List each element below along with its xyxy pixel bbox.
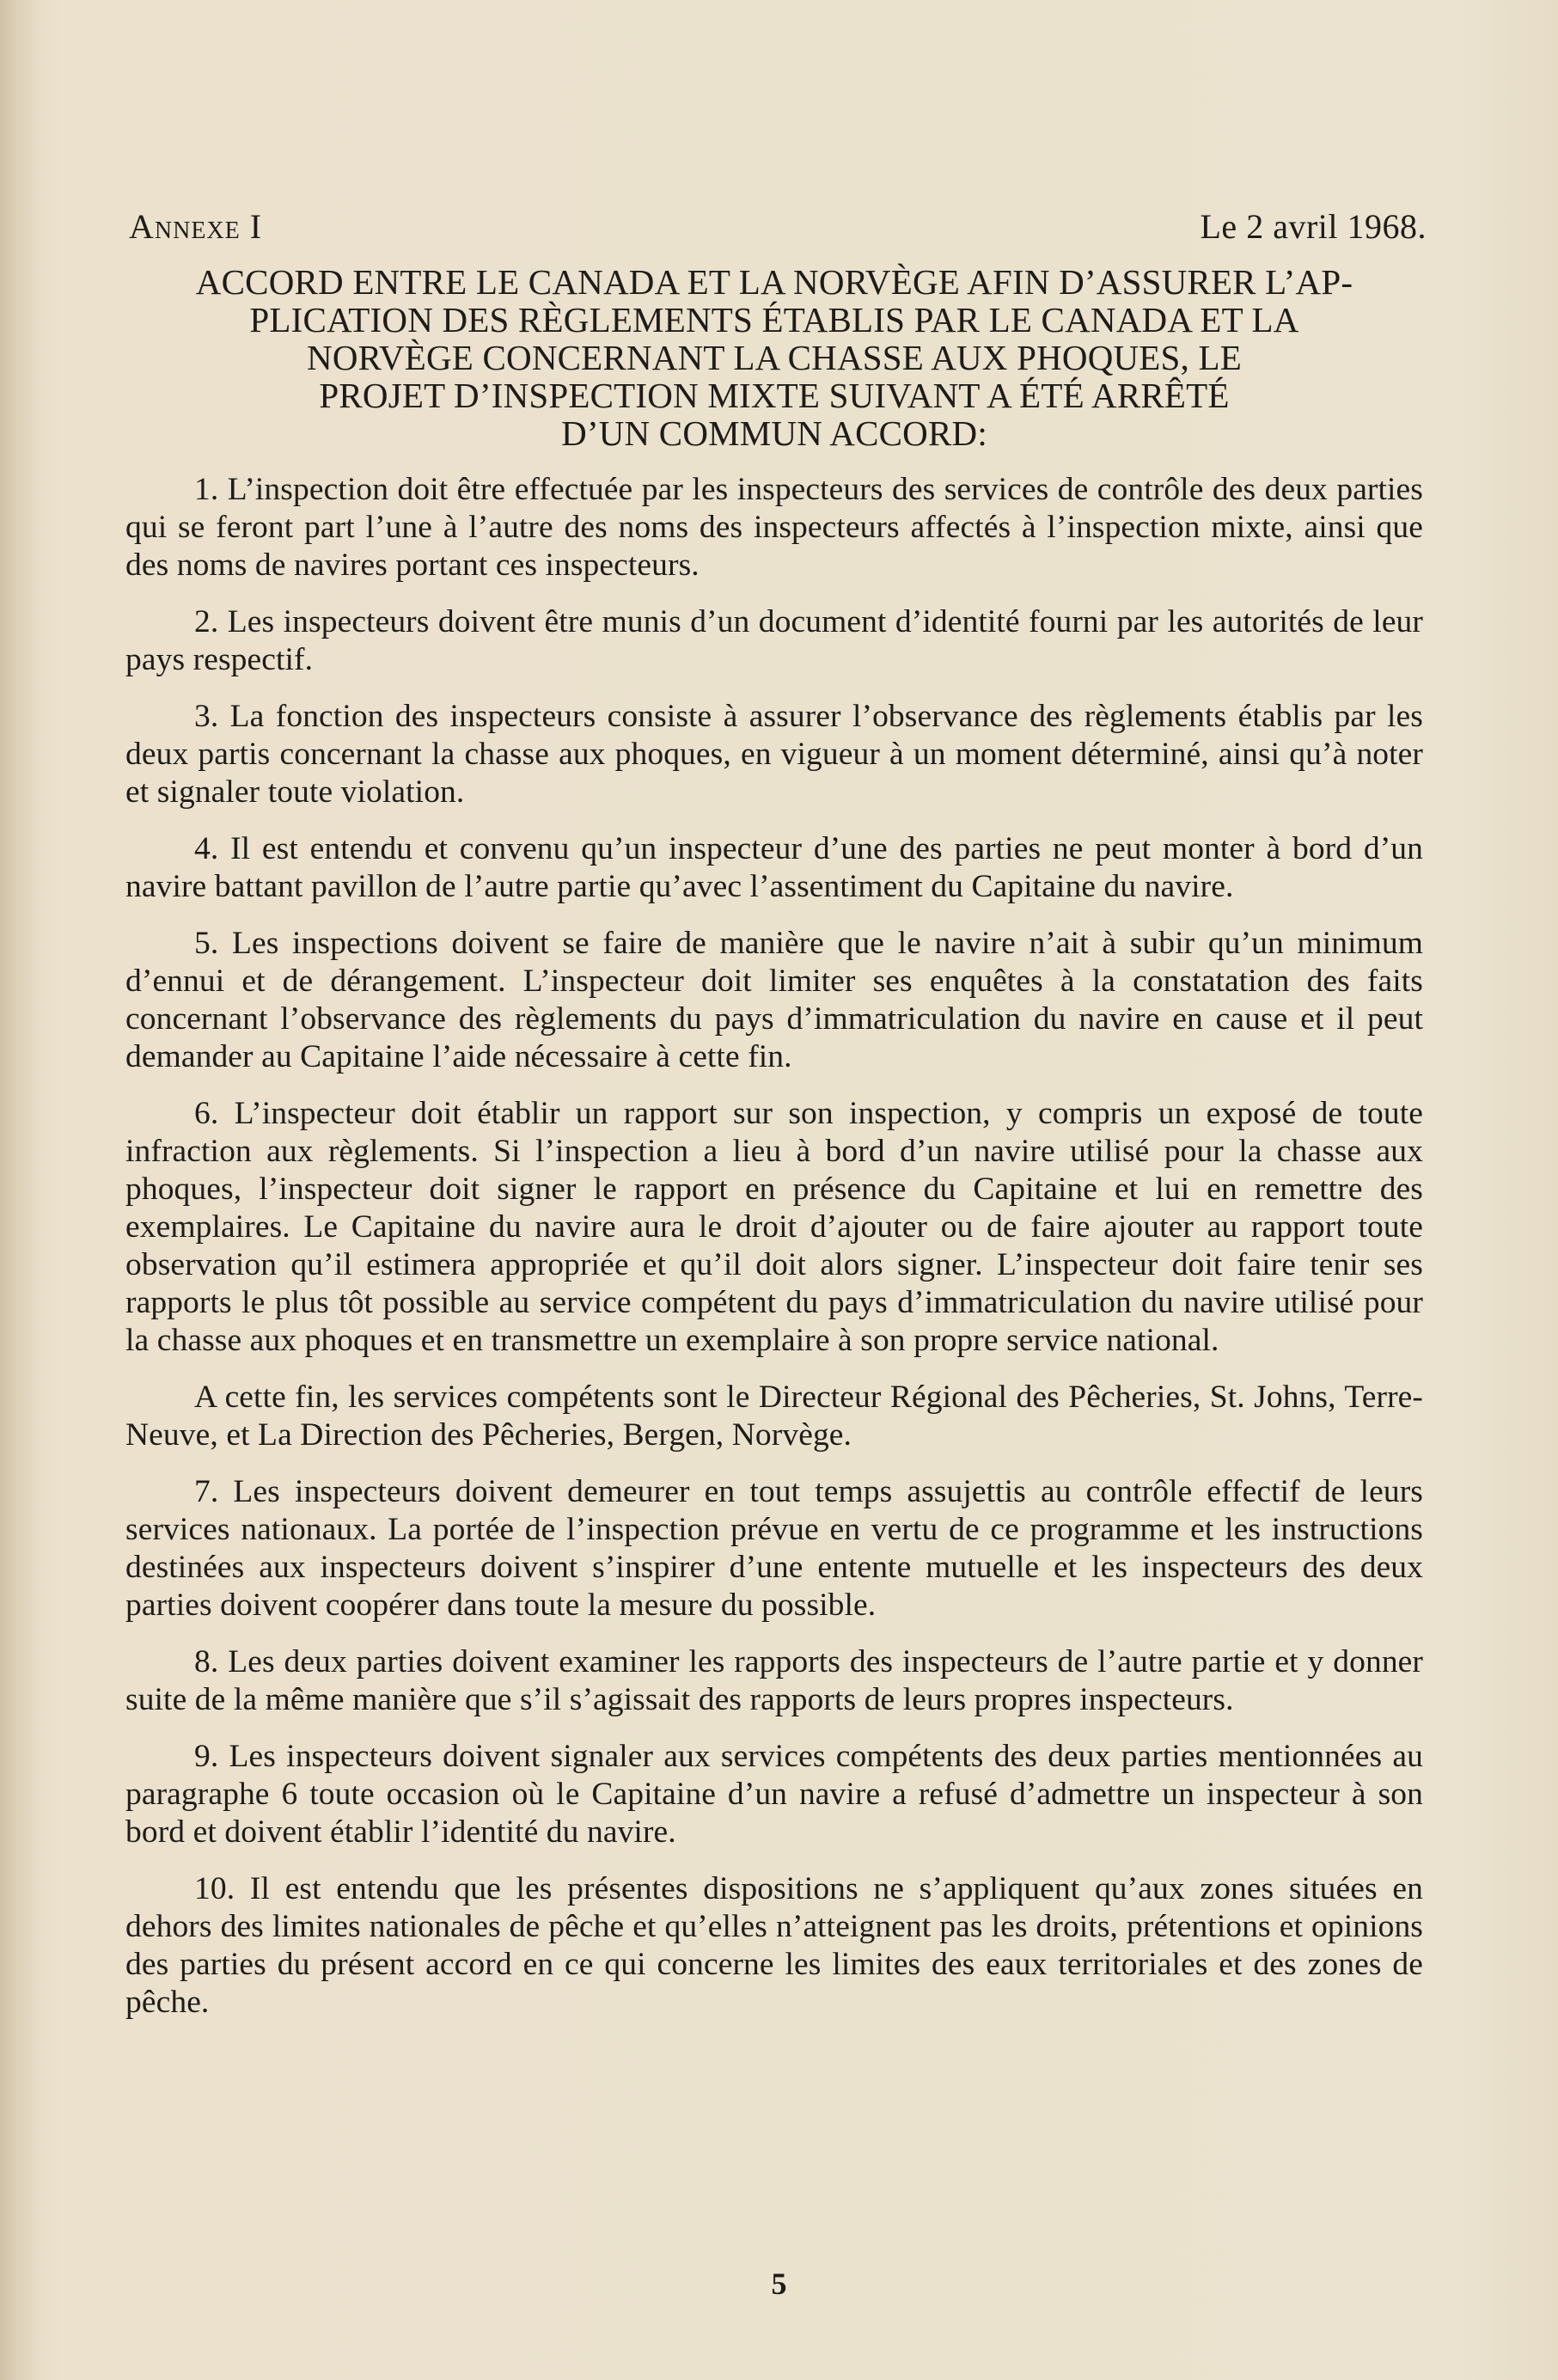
paragraph-7: 7. Les inspecteurs doivent demeurer en tout temps assujettis au contrôle effectif de leurs services nationaux. La portée de l’inspection prévue en vertu de ce programme et les instructions destinées aux inspecteurs doivent s’inspirer d’une entente mutuelle et les inspecteurs des deux parties doivent coopérer dans toute la mesure du possible. — [125, 1474, 1423, 1623]
title-line: PROJET D’INSPECTION MIXTE SUIVANT A ÉTÉ ARRÊTÉ — [319, 376, 1230, 415]
title-line: D’UN COMMUN ACCORD: — [561, 413, 987, 453]
paragraph-3: 3. La fonction des inspecteurs consiste à assurer l’observance des règlements établis par les deux partis concernant la chasse aux phoques, en vigueur à un moment déterminé, ainsi qu’à noter et signaler toute violation. — [125, 699, 1423, 810]
header-date: Le 2 avril 1968. — [1200, 207, 1427, 246]
paragraph-6: 6. L’inspecteur doit établir un rapport sur son inspection, y compris un exposé de toute infraction aux règlements. Si l’inspection a lieu à bord d’un navire utilisé pour la chasse aux phoques, l’inspecteur doit signer le rapport en présence du Capitaine et lui en remettre des exemplaires. Le Capitaine du navire aura le droit d’ajouter ou de faire ajouter au rapport toute observation qu’il estimera appropriée et qu’il doit alors signer. L’inspecteur doit faire tenir ses rapports le plus tôt possible au service compétent du pays d’immatriculation du navire utilisé pour la chasse aux phoques et en transmettre un exemplaire à son propre service national. — [125, 1096, 1423, 1358]
paragraph-4: 4. Il est entendu et convenu qu’un inspecteur d’une des parties ne peut monter à bord d’un navire battant pavillon de l’autre partie qu’avec l’assentiment du Capitaine du navire. — [125, 831, 1423, 904]
page-number: 5 — [771, 2267, 787, 2301]
annex-label: Annexe I — [129, 207, 263, 246]
paragraph-5: 5. Les inspections doivent se faire de manière que le navire n’ait à subir qu’un minimum d’ennui et de dérangement. L’inspecteur doit limiter ses enquêtes à la constatation des faits concernant l’observance des règlements du pays d’immatriculation du navire en cause et il peut demander au Capitaine l’aide nécessaire à cette fin. — [125, 926, 1423, 1074]
binding-edge — [0, 0, 40, 2380]
body-paragraphs — [125, 471, 1423, 2022]
title-line: PLICATION DES RÈGLEMENTS ÉTABLIS PAR LE CANADA ET LA — [249, 300, 1299, 340]
paragraph-8: 8. Les deux parties doivent examiner les rapports des inspecteurs de l’autre partie et y donner suite de la même manière que s’il s’agissait des rapports de leurs propres inspecteurs. — [125, 1644, 1423, 1717]
paragraph-9: 9. Les inspecteurs doivent signaler aux services compétents des deux parties mentionnées au paragraphe 6 toute occasion où le Capitaine d’un navire a refusé d’admettre un inspecteur à son bord et doivent établir l’identité du navire. — [125, 1739, 1423, 1850]
title-line: NORVÈGE CONCERNANT LA CHASSE AUX PHOQUES, LE — [307, 338, 1242, 377]
paragraph-6-continuation: A cette fin, les services compétents sont le Directeur Régional des Pêcheries, St. Johns, Terre-Neuve, et La Direction des Pêcheries, Bergen, Norvège. — [125, 1380, 1423, 1453]
page-header — [125, 206, 1427, 258]
title-line: ACCORD ENTRE LE CANADA ET LA NORVÈGE AFIN D’ASSURER L’AP- — [195, 262, 1353, 302]
agreement-title — [125, 263, 1423, 452]
paragraph-1: 1. L’inspection doit être effectuée par les inspecteurs des services de contrôle des deux parties qui se feront part l’une à l’autre des noms des inspecteurs affectés à l’inspection mixte, ainsi que des noms de navires portant ces inspecteurs. — [125, 472, 1423, 583]
page-content — [125, 206, 1427, 2040]
paragraph-10: 10. Il est entendu que les présentes dispositions ne s’appliquent qu’aux zones situées en dehors des limites nationales de pêche et qu’elles n’atteignent pas les droits, prétentions et opinions des parties du présent accord en ce qui concerne les limites des eaux territoriales et des zones de pêche. — [125, 1871, 1423, 2020]
paragraph-2: 2. Les inspecteurs doivent être munis d’un document d’identité fourni par les autorités de leur pays respectif. — [125, 604, 1423, 677]
